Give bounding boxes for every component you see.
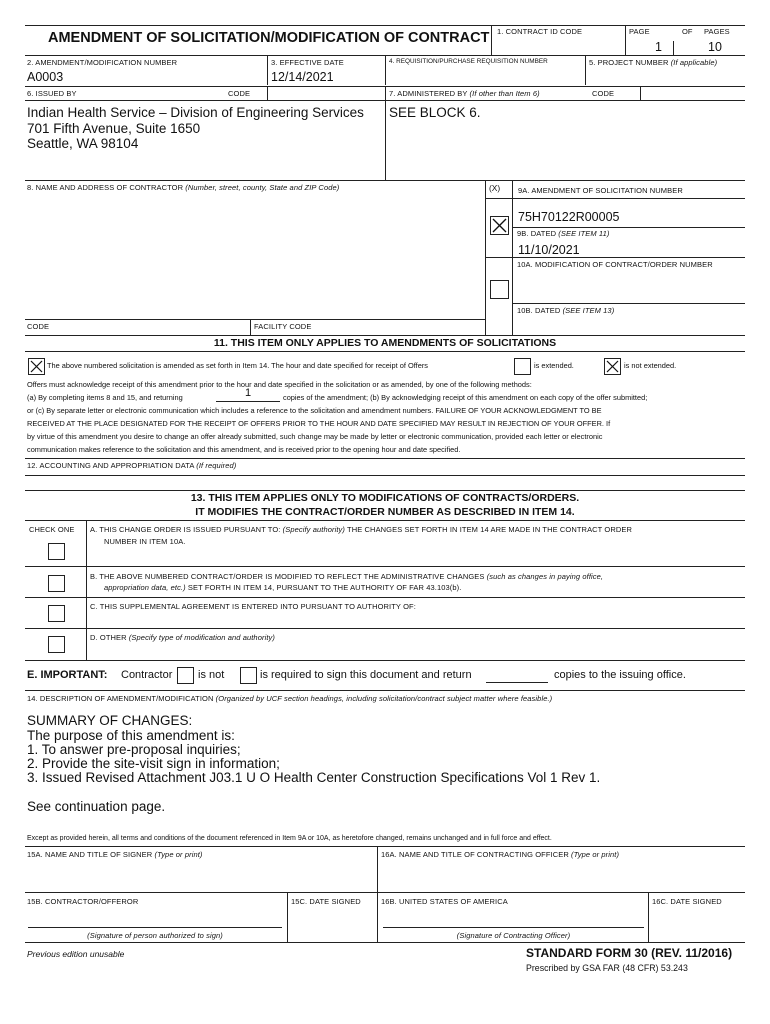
form-title: AMENDMENT OF SOLICITATION/MODIFICATION OF CONTRACT: [48, 30, 490, 46]
item-9b-value[interactable]: 11/10/2021: [518, 243, 580, 257]
contractor-date-signed-label: 15C. DATE SIGNED: [291, 897, 361, 906]
amendment-number-value[interactable]: A0003: [27, 70, 64, 84]
issued-by-label: 6. ISSUED BY: [27, 89, 77, 98]
signature-person-caption: (Signature of person authorized to sign): [87, 931, 223, 940]
administered-code-label: CODE: [592, 89, 615, 98]
item-11-para-5: by virtue of this amendment you desire to change an offer already submitted, such change may be made by letter or electronic communication, provided each letter or electronic: [27, 432, 603, 441]
effective-date-value[interactable]: 12/14/2021: [271, 70, 334, 84]
summary-line-1: The purpose of this amendment is:: [27, 728, 235, 743]
copies-to-label: copies to the issuing office.: [554, 669, 686, 681]
item-11-heading: 11. THIS ITEM ONLY APPLIES TO AMENDMENTS OF SOLICITATIONS: [213, 337, 557, 349]
item-9a-value[interactable]: 75H70122R00005: [518, 210, 620, 224]
item-9-checkbox[interactable]: [490, 216, 509, 235]
item-13b-text: B. THE ABOVE NUMBERED CONTRACT/ORDER IS MODIFIED TO REFLECT THE ADMINISTRATIVE CHANGES (such as changes in paying office,: [90, 572, 604, 581]
summary-line-3: 2. Provide the site-visit sign in information;: [27, 756, 280, 771]
return-copies-line[interactable]: [486, 682, 548, 683]
is-not-extended-label: is not extended.: [624, 361, 677, 370]
is-not-label: is not: [198, 669, 225, 681]
issued-by-line-3: Seattle, WA 98104: [27, 136, 139, 151]
item-9-check-mark: [491, 217, 508, 234]
important-contractor: Contractor: [121, 669, 173, 681]
previous-edition-note: Previous edition unusable: [27, 949, 125, 959]
item-10-checkbox[interactable]: [490, 280, 509, 299]
terms-statement: Except as provided herein, all terms and conditions of the document referenced in Item 9A or 10A, as heretofore changed, remains unchanged and in full force and effect.: [27, 835, 552, 842]
page-number: 1: [655, 40, 662, 54]
issued-by-code-label: CODE: [228, 89, 251, 98]
usa-label: 16B. UNITED STATES OF AMERICA: [381, 897, 508, 906]
requisition-label: 4. REQUISITION/PURCHASE REQUISITION NUMBER: [389, 58, 548, 65]
item-13d-checkbox[interactable]: [48, 636, 65, 653]
is-not-extended-check-mark: [605, 359, 620, 374]
issued-by-line-2: 701 Fifth Avenue, Suite 1650: [27, 121, 201, 136]
summary-line-2: 1. To answer pre-proposal inquiries;: [27, 742, 241, 757]
item-11-para-2b: copies of the amendment; (b) By acknowledging receipt of this amendment on each copy of the offer submitted;: [283, 393, 648, 402]
item-13a-text-2: NUMBER IN ITEM 10A.: [104, 537, 186, 546]
page-label: PAGE: [629, 27, 650, 36]
accounting-label: 12. ACCOUNTING AND APPROPRIATION DATA (If required): [27, 461, 237, 470]
contractor-signature-line[interactable]: [28, 927, 282, 928]
item-13a-text: A. THIS CHANGE ORDER IS ISSUED PURSUANT TO: (Specify authority) THE CHANGES SET FORTH IN ITEM 14 ARE MADE IN THE CONTRACT ORDER: [90, 525, 632, 534]
pages-label: PAGES: [704, 27, 730, 36]
item-13-heading-1: 13. THIS ITEM APPLIES ONLY TO MODIFICATIONS OF CONTRACTS/ORDERS.: [190, 492, 580, 504]
item-14-label: 14. DESCRIPTION OF AMENDMENT/MODIFICATION (Organized by UCF section headings, including solicitation/contract subject matter where feasible.): [27, 694, 553, 703]
item-13a-checkbox[interactable]: [48, 543, 65, 560]
item-11-para-6: communication makes reference to the solicitation and this amendment, and is received prior to the opening hour and date specified.: [27, 445, 461, 454]
item-11-statement: The above numbered solicitation is amended as set forth in Item 14. The hour and date specified for receipt of Offers: [47, 361, 428, 370]
pages-total: 10: [708, 40, 722, 54]
summary-line-4: 3. Issued Revised Attachment J03.1 U O Health Center Construction Specifications Vol 1 Rev 1.: [27, 770, 601, 785]
is-not-checkbox[interactable]: [177, 667, 194, 684]
officer-signature-line[interactable]: [383, 927, 644, 928]
project-number-label: 5. PROJECT NUMBER (If applicable): [589, 58, 718, 67]
officer-date-signed-label: 16C. DATE SIGNED: [652, 897, 722, 906]
contractor-label: 8. NAME AND ADDRESS OF CONTRACTOR (Number, street, county, State and ZIP Code): [27, 183, 340, 192]
contractor-code-label: CODE: [27, 322, 50, 331]
of-label: OF: [682, 27, 693, 36]
offers-amended-check-mark: [29, 359, 44, 374]
item-11-para-2a: (a) By completing items 8 and 15, and returning: [27, 393, 183, 402]
contract-id-label: 1. CONTRACT ID CODE: [497, 27, 583, 36]
check-one-label: CHECK ONE: [29, 525, 75, 534]
copies-returned-value[interactable]: 1: [244, 387, 252, 399]
facility-code-label: FACILITY CODE: [254, 322, 312, 331]
is-extended-label: is extended.: [534, 361, 574, 370]
item-11-para-1: Offers must acknowledge receipt of this amendment prior to the hour and date specified in the solicitation or as amended, by one of the following methods:: [27, 380, 532, 389]
item-13-heading-2: IT MODIFIES THE CONTRACT/ORDER NUMBER AS DESCRIBED IN ITEM 14.: [195, 506, 575, 518]
x-column-label: (X): [489, 183, 501, 193]
item-13b-checkbox[interactable]: [48, 575, 65, 592]
offers-amended-checkbox[interactable]: [28, 358, 45, 375]
item-10a-label: 10A. MODIFICATION OF CONTRACT/ORDER NUMBER: [517, 260, 713, 269]
prescribed-label: Prescribed by GSA FAR (48 CFR) 53.243: [526, 963, 688, 973]
item-9a-label: 9A. AMENDMENT OF SOLICITATION NUMBER: [518, 186, 683, 195]
is-required-checkbox[interactable]: [240, 667, 257, 684]
issued-by-line-1: Indian Health Service – Division of Engineering Services: [27, 105, 364, 120]
summary-heading: SUMMARY OF CHANGES:: [27, 713, 193, 728]
administered-by-label: 7. ADMINISTERED BY (If other than Item 6): [389, 89, 540, 98]
is-not-extended-checkbox[interactable]: [604, 358, 621, 375]
item-9b-label: 9B. DATED (SEE ITEM 11): [517, 229, 610, 238]
item-13b-text-2: appropriation data, etc.) SET FORTH IN ITEM 14, PURSUANT TO THE AUTHORITY OF FAR 43.103(b).: [104, 583, 462, 592]
continuation-note: See continuation page.: [27, 799, 166, 814]
amendment-number-label: 2. AMENDMENT/MODIFICATION NUMBER: [27, 58, 178, 67]
contractor-offeror-label: 15B. CONTRACTOR/OFFEROR: [27, 897, 139, 906]
item-10b-label: 10B. DATED (SEE ITEM 13): [517, 306, 615, 315]
item-13c-text: C. THIS SUPPLEMENTAL AGREEMENT IS ENTERED INTO PURSUANT TO AUTHORITY OF:: [90, 602, 416, 611]
administered-by-value: SEE BLOCK 6.: [389, 105, 481, 120]
signature-officer-caption: (Signature of Contracting Officer): [456, 931, 571, 940]
item-13c-checkbox[interactable]: [48, 605, 65, 622]
officer-name-label: 16A. NAME AND TITLE OF CONTRACTING OFFICER (Type or print): [381, 850, 620, 859]
item-11-para-3: or (c) By separate letter or electronic communication which includes a reference to the solicitation and amendment numbers. FAILURE OF YOUR ACKNOWLEDGMENT TO BE: [27, 406, 602, 415]
is-extended-checkbox[interactable]: [514, 358, 531, 375]
signer-name-label: 15A. NAME AND TITLE OF SIGNER (Type or print): [27, 850, 203, 859]
standard-form-label: STANDARD FORM 30 (REV. 11/2016): [526, 946, 733, 960]
is-required-label: is required to sign this document and return: [260, 669, 472, 681]
important-label: E. IMPORTANT:: [27, 669, 108, 681]
item-13d-text: D. OTHER (Specify type of modification and authority): [90, 633, 275, 642]
item-11-para-4: RECEIVED AT THE PLACE DESIGNATED FOR THE RECEIPT OF OFFERS PRIOR TO THE HOUR AND DATE SPECIFIED MAY RESULT IN REJECTION OF YOUR OFFER. If: [27, 419, 611, 428]
effective-date-label: 3. EFFECTIVE DATE: [271, 58, 344, 67]
